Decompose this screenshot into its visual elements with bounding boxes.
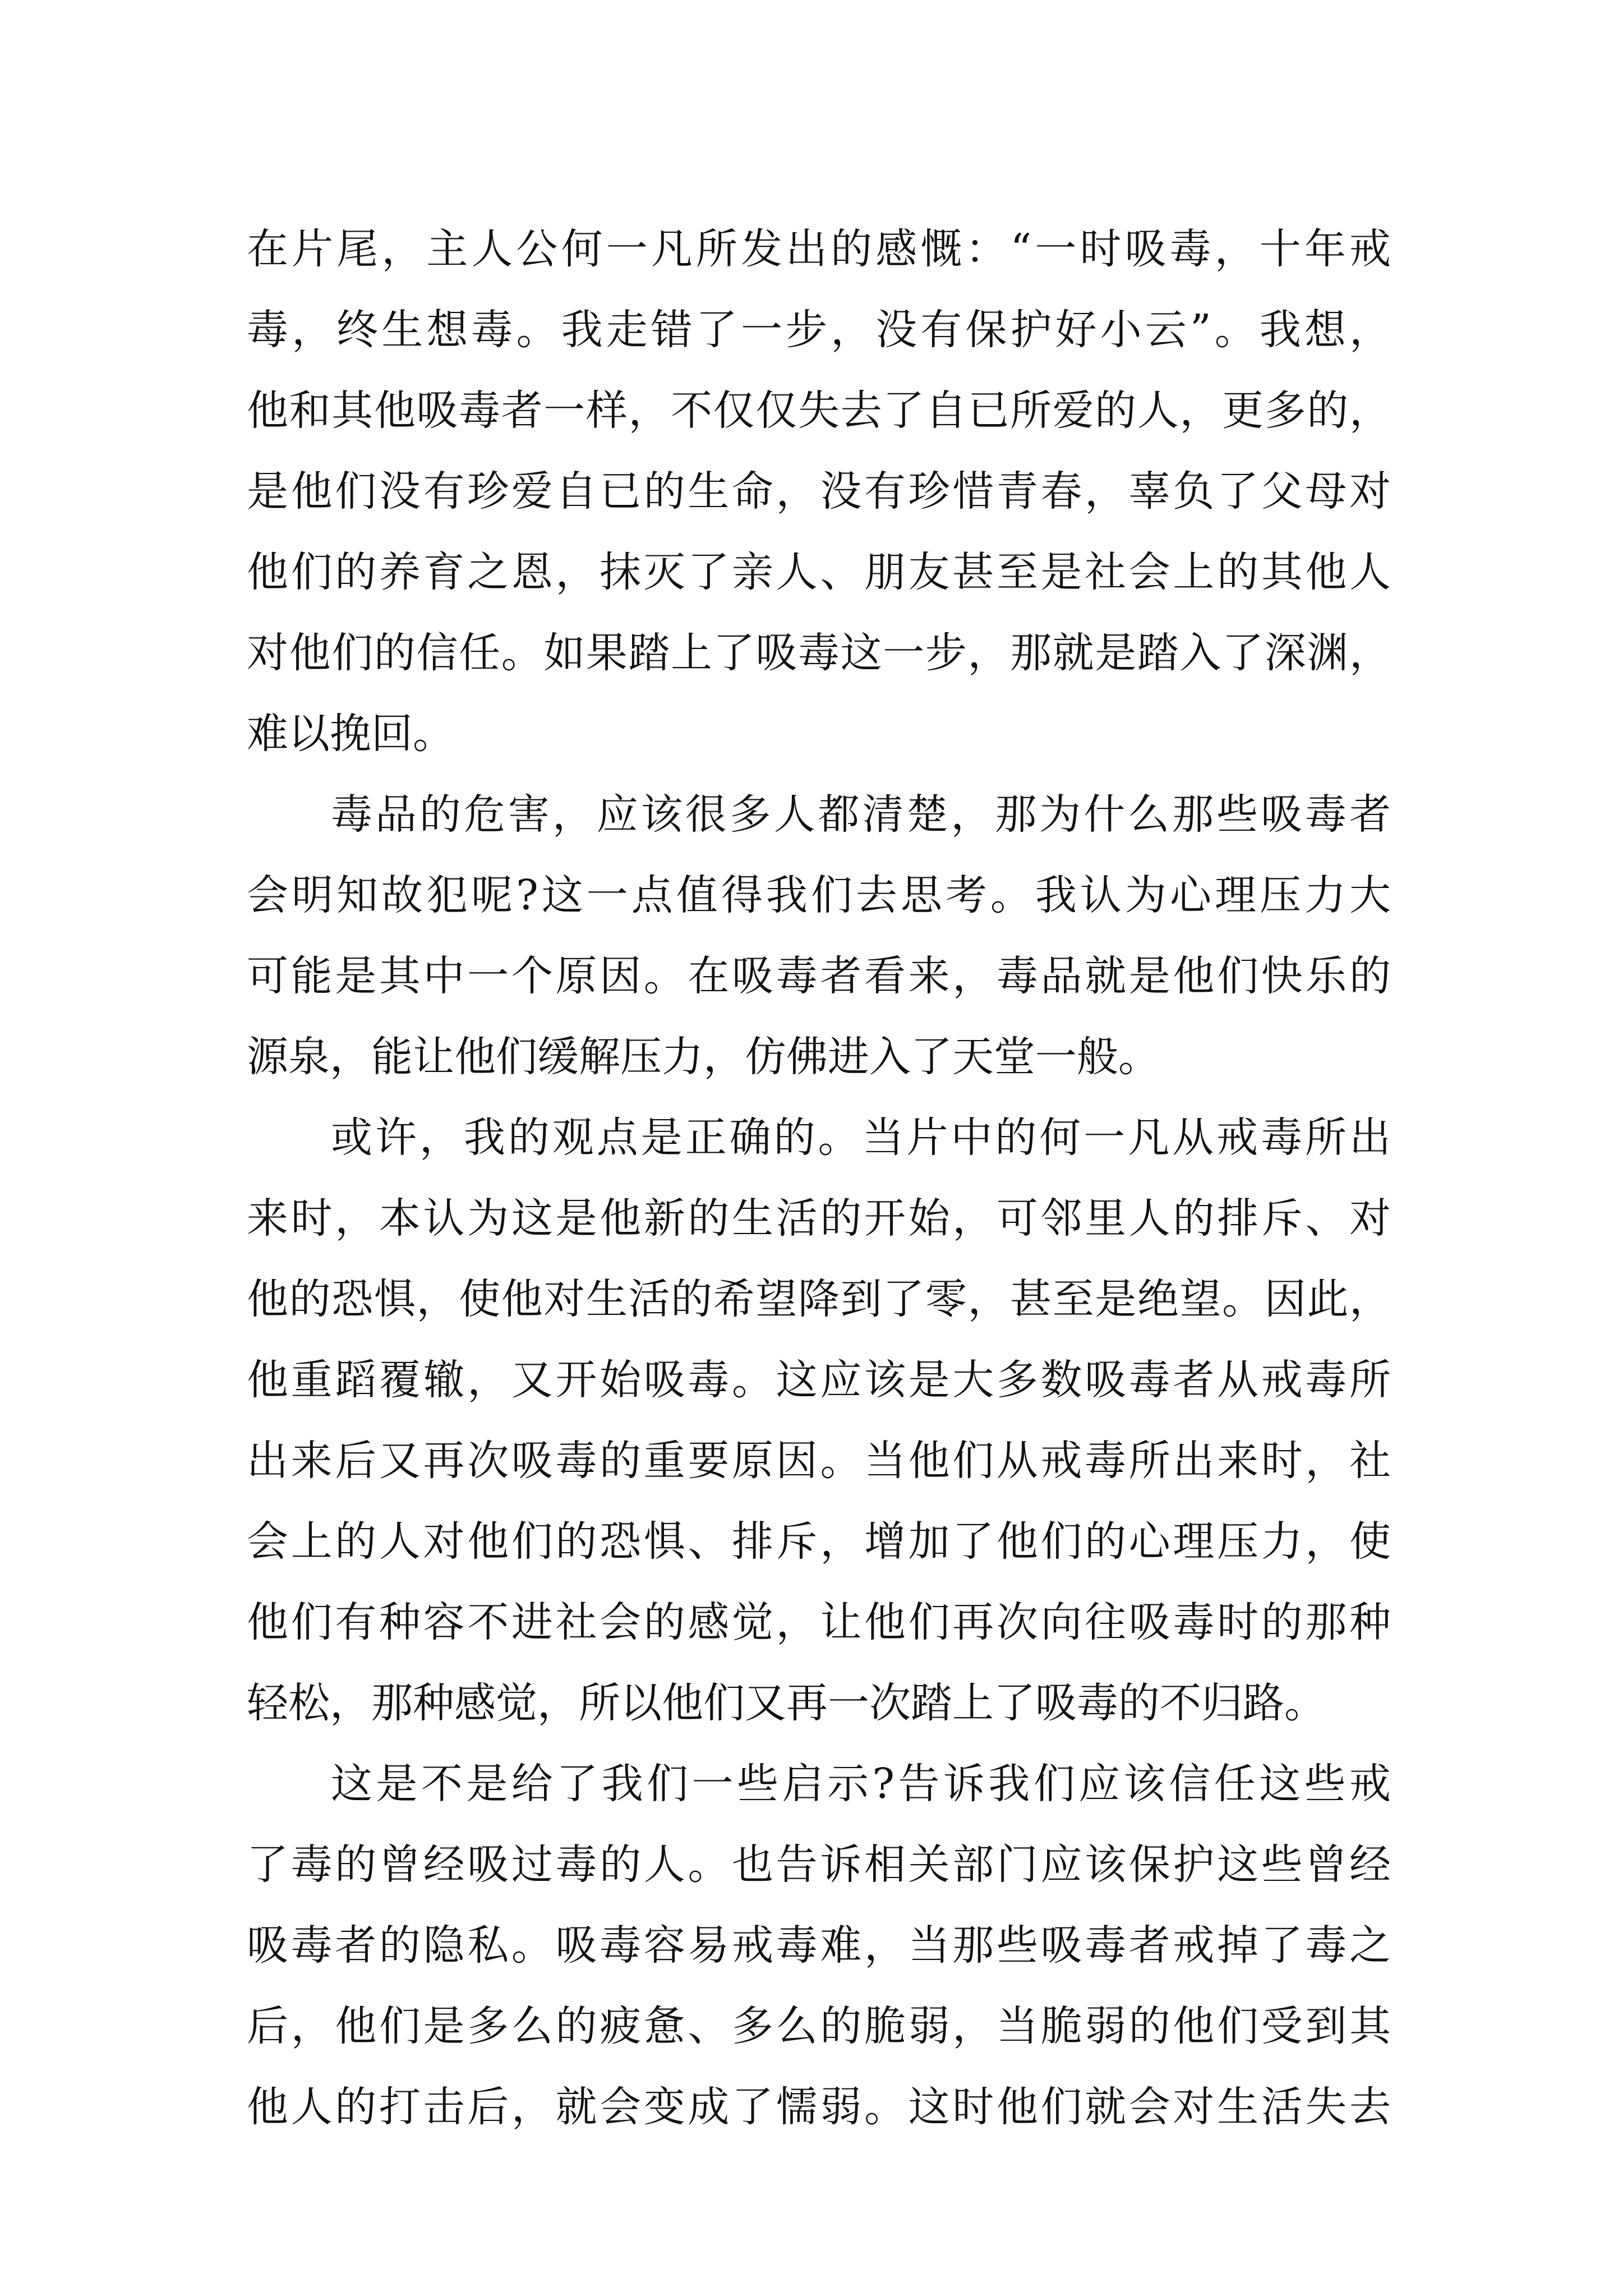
text-line: 在片尾，主人公何一凡所发出的感慨：“一时吸毒，十年戒 [247, 225, 1391, 273]
text-line: 他们的养育之恩，抹灭了亲人、朋友甚至是社会上的其他人 [247, 548, 1391, 596]
text-line: 他和其他吸毒者一样，不仅仅失去了自已所爱的人，更多的， [247, 386, 1391, 435]
text-line: 来时，本认为这是他新的生活的开始，可邻里人的排斥、对 [247, 1194, 1391, 1243]
text-line: 难以挽回。 [247, 710, 454, 758]
text-line: 源泉，能让他们缓解压力，仿佛进入了天堂一般。 [247, 1033, 1160, 1081]
text-line: 可能是其中一个原因。在吸毒者看来，毒品就是他们快乐的 [247, 952, 1391, 1000]
text-line: 吸毒者的隐私。吸毒容易戒毒难，当那些吸毒者戒掉了毒之 [247, 1921, 1391, 1970]
text-line: 毒品的危害，应该很多人都清楚，那为什么那些吸毒者 [331, 790, 1391, 839]
text-line: 会明知故犯呢?这一点值得我们去思考。我认为心理压力大 [247, 871, 1391, 919]
text-line: 出来后又再次吸毒的重要原因。当他们从戒毒所出来时，社 [247, 1437, 1391, 1485]
text-line: 他们有种容不进社会的感觉，让他们再次向往吸毒时的那种 [247, 1598, 1391, 1646]
text-line: 了毒的曾经吸过毒的人。也告诉相关部门应该保护这些曾经 [247, 1841, 1391, 1889]
text-line: 或许，我的观点是正确的。当片中的何一凡从戒毒所出 [331, 1114, 1391, 1162]
text-line: 轻松，那种感觉，所以他们又再一次踏上了吸毒的不归路。 [247, 1679, 1326, 1727]
body-text [247, 209, 1391, 2147]
text-line: 他重蹈覆辙，又开始吸毒。这应该是大多数吸毒者从戒毒所 [247, 1356, 1391, 1404]
text-line: 会上的人对他们的恐惧、排斥，增加了他们的心理压力，使 [247, 1517, 1391, 1566]
text-line: 对他们的信任。如果踏上了吸毒这一步，那就是踏入了深渊， [247, 629, 1391, 677]
text-line: 是他们没有珍爱自已的生命，没有珍惜青春，辜负了父母对 [247, 467, 1391, 516]
text-line: 这是不是给了我们一些启示?告诉我们应该信任这些戒 [331, 1760, 1391, 1808]
text-line: 他的恐惧，使他对生活的希望降到了零，甚至是绝望。因此， [247, 1275, 1391, 1323]
text-line: 后，他们是多么的疲惫、多么的脆弱，当脆弱的他们受到其 [247, 2002, 1391, 2050]
text-line: 毒，终生想毒。我走错了一步，没有保护好小云”。我想， [247, 306, 1391, 354]
text-line: 他人的打击后，就会变成了懦弱。这时他们就会对生活失去 [247, 2083, 1391, 2131]
